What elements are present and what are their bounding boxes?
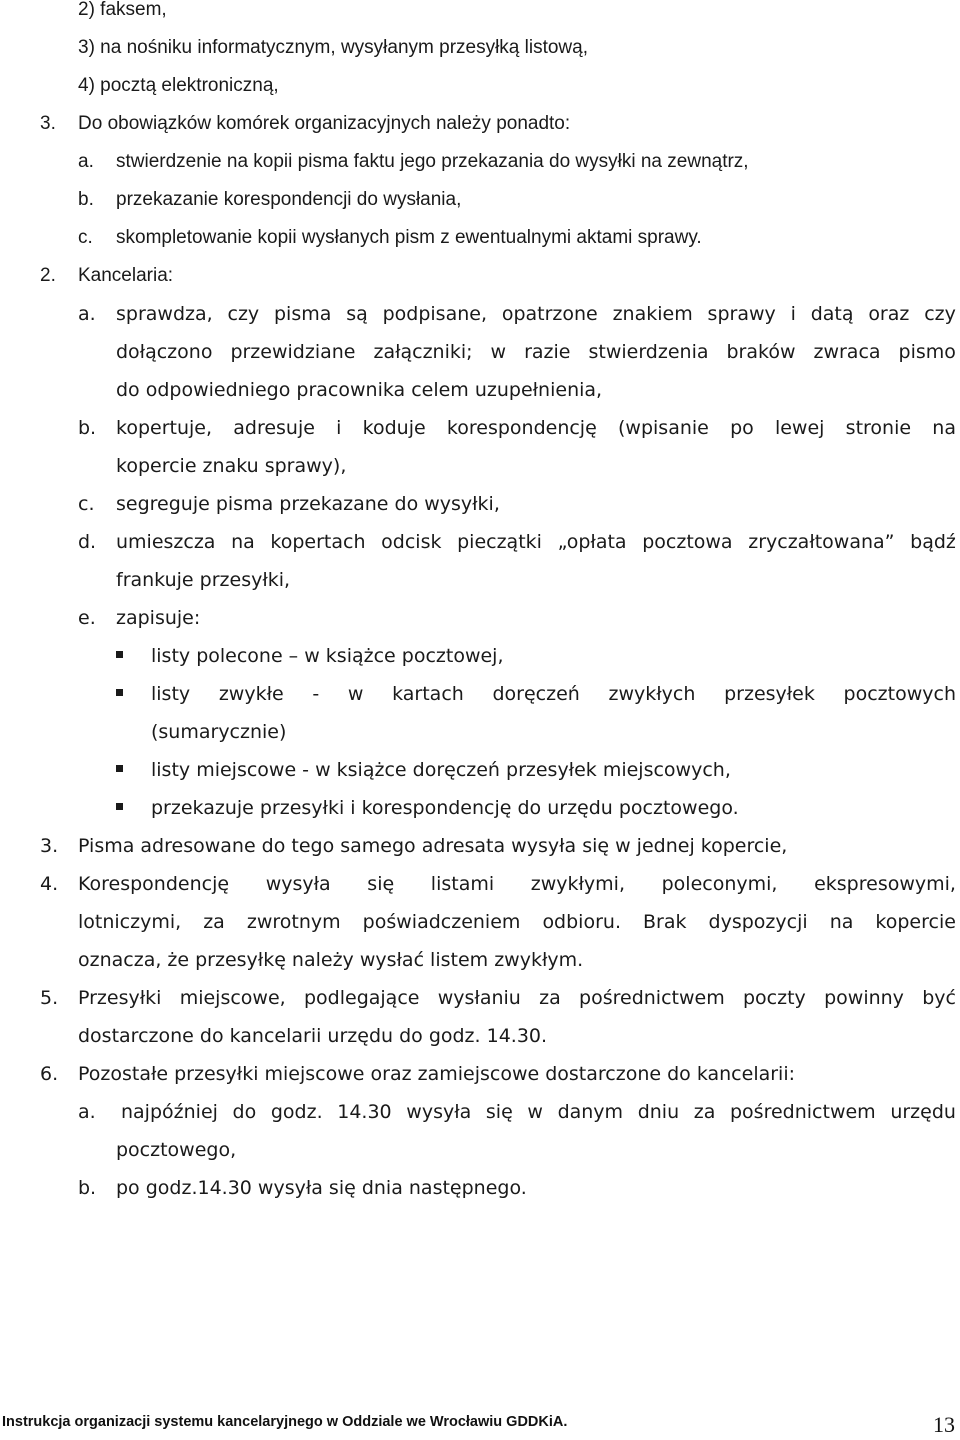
kancelaria-c-label: c.: [78, 493, 95, 515]
kancelaria-b-line1: kopertuje, adresuje i koduje korespondencję (wpisanie po lewej stronie na: [116, 417, 956, 439]
point-5-line1: Przesyłki miejscowe, podlegające wysłaniu za pośrednictwem poczty powinny być: [78, 987, 956, 1009]
item-poczta-elektroniczna: 4) pocztą elektroniczną,: [78, 75, 279, 96]
bullet-listy-miejscowe: listy miejscowe - w książce doręczeń przesyłek miejscowych,: [151, 759, 731, 781]
point-6-text: Pozostałe przesyłki miejscowe oraz zamiejscowe dostarczone do kancelarii:: [78, 1063, 796, 1085]
square-bullet-icon: [116, 651, 123, 658]
point-6-number: 6.: [40, 1063, 59, 1085]
kancelaria-d-line2: frankuje przesyłki,: [116, 569, 291, 591]
kancelaria-e-line1: zapisuje:: [116, 607, 201, 629]
item-3c-label: c.: [78, 227, 93, 248]
footer-text: Instrukcja organizacji systemu kancelaryjnego w Oddziale we Wrocławiu GDDKiA.: [2, 1414, 568, 1430]
square-bullet-icon: [116, 803, 123, 810]
section-2-number: 2.: [40, 265, 56, 286]
point-3-number: 3.: [40, 835, 59, 857]
kancelaria-a-line1: sprawdza, czy pisma są podpisane, opatrzone znakiem sprawy i datą oraz czy: [116, 303, 956, 325]
point-5-line2: dostarczone do kancelarii urzędu do godz. 14.30.: [78, 1025, 548, 1047]
item-3-text: Do obowiązków komórek organizacyjnych należy ponadto:: [78, 113, 571, 134]
bullet-listy-zwykle-line1: listy zwykłe - w kartach doręczeń zwykłych przesyłek pocztowych: [151, 683, 956, 705]
bullet-listy-zwykle-line2: (sumarycznie): [151, 721, 287, 743]
point-6a-line2: pocztowego,: [116, 1139, 237, 1161]
kancelaria-b-label: b.: [78, 417, 97, 439]
kancelaria-c-line1: segreguje pisma przekazane do wysyłki,: [116, 493, 500, 515]
point-4-line3: oznacza, że przesyłkę należy wysłać listem zwykłym.: [78, 949, 584, 971]
point-6a-label: a.: [78, 1101, 96, 1123]
square-bullet-icon: [116, 689, 123, 696]
kancelaria-a-line2: dołączono przewidziane załączniki; w razie stwierdzenia braków zwraca pismo: [116, 341, 956, 363]
item-3b-label: b.: [78, 189, 94, 210]
item-3c-text: skompletowanie kopii wysłanych pism z ewentualnymi aktami sprawy.: [116, 227, 702, 248]
bullet-listy-polecone: listy polecone – w książce pocztowej,: [151, 645, 504, 667]
item-3a-label: a.: [78, 151, 94, 172]
point-6a-line1: najpóźniej do godz. 14.30 wysyła się w danym dniu za pośrednictwem urzędu: [121, 1101, 956, 1123]
section-2-title: Kancelaria:: [78, 265, 174, 286]
point-6b-text: po godz.14.30 wysyła się dnia następnego.: [116, 1177, 527, 1199]
item-3a-text: stwierdzenie na kopii pisma faktu jego przekazania do wysyłki na zewnątrz,: [116, 151, 749, 172]
kancelaria-a-line3: do odpowiedniego pracownika celem uzupełnienia,: [116, 379, 603, 401]
square-bullet-icon: [116, 765, 123, 772]
kancelaria-d-label: d.: [78, 531, 97, 553]
point-3-text: Pisma adresowane do tego samego adresata wysyła się w jednej kopercie,: [78, 835, 788, 857]
point-6b-label: b.: [78, 1177, 97, 1199]
kancelaria-a-label: a.: [78, 303, 96, 325]
point-4-number: 4.: [40, 873, 59, 895]
point-4-line1: Korespondencję wysyła się listami zwykłymi, poleconymi, ekspresowymi,: [78, 873, 956, 895]
item-faks: 2) faksem,: [78, 0, 167, 20]
kancelaria-b-line2: kopercie znaku sprawy),: [116, 455, 347, 477]
bullet-przekazuje: przekazuje przesyłki i korespondencję do urzędu pocztowego.: [151, 797, 739, 819]
page-number: 13: [933, 1412, 955, 1437]
kancelaria-d-line1: umieszcza na kopertach odcisk pieczątki „opłata pocztowa zryczałtowana” bądź: [116, 531, 956, 553]
kancelaria-e-label: e.: [78, 607, 96, 629]
item-nosnik: 3) na nośniku informatycznym, wysyłanym przesyłką listową,: [78, 37, 589, 58]
item-3b-text: przekazanie korespondencji do wysłania,: [116, 189, 462, 210]
point-4-line2: lotniczymi, za zwrotnym poświadczeniem odbioru. Brak dyspozycji na kopercie: [78, 911, 956, 933]
item-3-number: 3.: [40, 113, 56, 134]
point-5-number: 5.: [40, 987, 59, 1009]
